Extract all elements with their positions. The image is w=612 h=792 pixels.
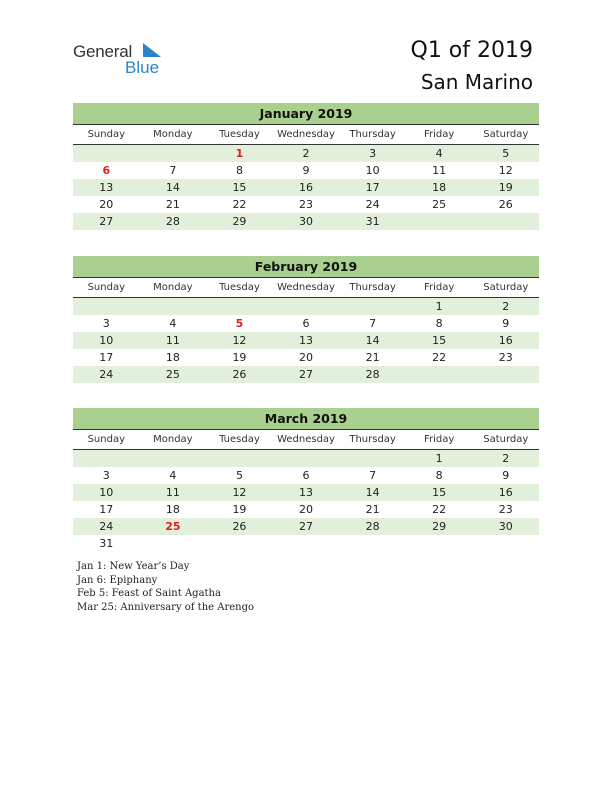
- weekday-label: Friday: [424, 434, 455, 445]
- day-cell: 3: [102, 317, 110, 330]
- day-cell: [406, 213, 473, 230]
- day-cell: 11: [165, 334, 180, 347]
- day-cell: 13: [299, 334, 314, 347]
- holiday-day-cell: 5: [235, 317, 244, 330]
- logo-triangle-icon: [141, 43, 161, 59]
- day-cell: [73, 450, 140, 467]
- day-cell: 16: [299, 181, 314, 194]
- holiday-notes: [77, 560, 254, 614]
- day-cell: 22: [432, 503, 447, 516]
- day-cell: 7: [169, 164, 177, 177]
- day-cell: 26: [232, 520, 247, 533]
- day-cell: 24: [365, 198, 380, 211]
- day-cell: 9: [502, 469, 510, 482]
- day-cell: 31: [99, 537, 114, 550]
- week-row: [73, 145, 539, 162]
- day-cell: 23: [299, 198, 314, 211]
- day-cell: [406, 535, 473, 552]
- day-cell: [406, 366, 473, 383]
- day-cell: 18: [165, 351, 180, 364]
- day-cell: 20: [299, 351, 314, 364]
- day-cell: [472, 213, 539, 230]
- day-cell: [273, 298, 340, 315]
- day-cell: 2: [502, 452, 510, 465]
- week-row: [73, 501, 539, 518]
- day-cell: 24: [99, 368, 114, 381]
- day-cell: 14: [365, 486, 380, 499]
- day-cell: [140, 145, 207, 162]
- day-cell: 1: [435, 300, 443, 313]
- day-cell: 2: [502, 300, 510, 313]
- day-cell: [273, 450, 340, 467]
- holiday-day-cell: 1: [235, 147, 244, 160]
- weekday-header-row: [73, 125, 539, 145]
- day-cell: 21: [165, 198, 180, 211]
- day-cell: 12: [498, 164, 513, 177]
- day-cell: 21: [365, 351, 380, 364]
- day-cell: 7: [369, 317, 377, 330]
- page-subtitle: San Marino: [420, 70, 533, 94]
- day-cell: 25: [165, 368, 180, 381]
- week-row: [73, 484, 539, 501]
- day-cell: 20: [299, 503, 314, 516]
- week-row: [73, 535, 539, 552]
- day-cell: 18: [432, 181, 447, 194]
- weekday-label: Saturday: [483, 129, 529, 140]
- day-cell: 15: [232, 181, 247, 194]
- day-cell: 13: [99, 181, 114, 194]
- day-cell: 8: [435, 469, 443, 482]
- day-cell: 29: [232, 215, 247, 228]
- day-cell: 1: [435, 452, 443, 465]
- weekday-label: Wednesday: [277, 434, 335, 445]
- week-row: [73, 332, 539, 349]
- day-cell: [273, 535, 340, 552]
- weekday-label: Saturday: [483, 434, 529, 445]
- day-cell: 8: [235, 164, 243, 177]
- week-row: [73, 349, 539, 366]
- brand-logo: [73, 42, 183, 78]
- day-cell: [206, 298, 273, 315]
- day-cell: 15: [432, 334, 447, 347]
- day-cell: 23: [498, 503, 513, 516]
- weekday-label: Thursday: [349, 129, 396, 140]
- weekday-label: Tuesday: [219, 282, 260, 293]
- day-cell: 30: [299, 215, 314, 228]
- day-cell: [339, 298, 406, 315]
- month-march: [73, 408, 539, 552]
- day-cell: 17: [99, 503, 114, 516]
- day-cell: 10: [365, 164, 380, 177]
- month-january: [73, 103, 539, 230]
- day-cell: 19: [498, 181, 513, 194]
- day-cell: 10: [99, 334, 114, 347]
- day-cell: 17: [99, 351, 114, 364]
- day-cell: 12: [232, 334, 247, 347]
- day-cell: 18: [165, 503, 180, 516]
- month-february: [73, 256, 539, 383]
- month-header: February 2019: [73, 256, 539, 278]
- week-row: [73, 366, 539, 383]
- note-item: Jan 6: Epiphany: [77, 574, 158, 586]
- day-cell: 23: [498, 351, 513, 364]
- day-cell: 12: [232, 486, 247, 499]
- day-cell: 11: [432, 164, 447, 177]
- weekday-label: Tuesday: [219, 129, 260, 140]
- note-item: Mar 25: Anniversary of the Arengo: [77, 601, 255, 613]
- day-cell: 28: [365, 520, 380, 533]
- day-cell: [206, 535, 273, 552]
- day-cell: 30: [498, 520, 513, 533]
- weekday-label: Sunday: [87, 129, 125, 140]
- week-row: [73, 196, 539, 213]
- day-cell: 4: [169, 317, 177, 330]
- week-row: [73, 162, 539, 179]
- day-cell: 29: [432, 520, 447, 533]
- day-cell: [73, 145, 140, 162]
- day-cell: 28: [365, 368, 380, 381]
- day-cell: 16: [498, 486, 513, 499]
- brand-general: General: [73, 42, 133, 61]
- day-cell: 25: [432, 198, 447, 211]
- day-cell: 4: [435, 147, 443, 160]
- weekday-header-row: [73, 430, 539, 450]
- weekday-label: Sunday: [87, 434, 125, 445]
- day-cell: [339, 535, 406, 552]
- weekday-label: Tuesday: [219, 434, 260, 445]
- month-header: January 2019: [73, 103, 539, 125]
- day-cell: 20: [99, 198, 114, 211]
- day-cell: 26: [498, 198, 513, 211]
- weekday-label: Thursday: [349, 434, 396, 445]
- day-cell: 27: [99, 215, 114, 228]
- week-row: [73, 315, 539, 332]
- weekday-label: Friday: [424, 129, 455, 140]
- day-cell: 9: [302, 164, 310, 177]
- weekday-label: Sunday: [87, 282, 125, 293]
- day-cell: 22: [432, 351, 447, 364]
- weekday-label: Wednesday: [277, 282, 335, 293]
- day-cell: 27: [299, 520, 314, 533]
- week-row: [73, 213, 539, 230]
- weekday-label: Monday: [153, 434, 193, 445]
- day-cell: [73, 298, 140, 315]
- day-cell: 4: [169, 469, 177, 482]
- day-cell: 2: [302, 147, 310, 160]
- weekday-label: Thursday: [349, 282, 396, 293]
- day-cell: 27: [299, 368, 314, 381]
- weekday-label: Saturday: [483, 282, 529, 293]
- week-row: [73, 298, 539, 315]
- day-cell: 6: [302, 469, 310, 482]
- week-row: [73, 467, 539, 484]
- day-cell: 8: [435, 317, 443, 330]
- day-cell: 17: [365, 181, 380, 194]
- weekday-label: Monday: [153, 129, 193, 140]
- day-cell: 14: [165, 181, 180, 194]
- day-cell: 26: [232, 368, 247, 381]
- day-cell: 14: [365, 334, 380, 347]
- day-cell: [472, 535, 539, 552]
- note-item: Feb 5: Feast of Saint Agatha: [77, 588, 221, 599]
- day-cell: [472, 366, 539, 383]
- weekday-label: Friday: [424, 282, 455, 293]
- day-cell: 10: [99, 486, 114, 499]
- page-title: Q1 of 2019: [410, 38, 533, 63]
- brand-blue: Blue: [125, 58, 160, 77]
- day-cell: 5: [235, 469, 243, 482]
- day-cell: 16: [498, 334, 513, 347]
- day-cell: [140, 535, 207, 552]
- day-cell: 13: [299, 486, 314, 499]
- day-cell: 9: [502, 317, 510, 330]
- week-row: [73, 450, 539, 467]
- day-cell: 5: [502, 147, 510, 160]
- day-cell: [339, 450, 406, 467]
- day-cell: 11: [165, 486, 180, 499]
- day-cell: 31: [365, 215, 380, 228]
- day-cell: 3: [369, 147, 377, 160]
- holiday-day-cell: 25: [165, 520, 181, 533]
- day-cell: 19: [232, 503, 247, 516]
- day-cell: 15: [432, 486, 447, 499]
- note-item: Jan 1: New Year’s Day: [77, 561, 190, 572]
- holiday-day-cell: 6: [102, 164, 111, 177]
- day-cell: 21: [365, 503, 380, 516]
- week-row: [73, 518, 539, 535]
- day-cell: 24: [99, 520, 114, 533]
- day-cell: [140, 450, 207, 467]
- day-cell: 19: [232, 351, 247, 364]
- day-cell: 3: [102, 469, 110, 482]
- day-cell: [206, 450, 273, 467]
- weekday-header-row: [73, 278, 539, 298]
- weekday-label: Monday: [153, 282, 193, 293]
- week-row: [73, 179, 539, 196]
- day-cell: 6: [302, 317, 310, 330]
- day-cell: 22: [232, 198, 247, 211]
- day-cell: [140, 298, 207, 315]
- month-header: March 2019: [73, 408, 539, 430]
- day-cell: 7: [369, 469, 377, 482]
- weekday-label: Wednesday: [277, 129, 335, 140]
- day-cell: 28: [165, 215, 180, 228]
